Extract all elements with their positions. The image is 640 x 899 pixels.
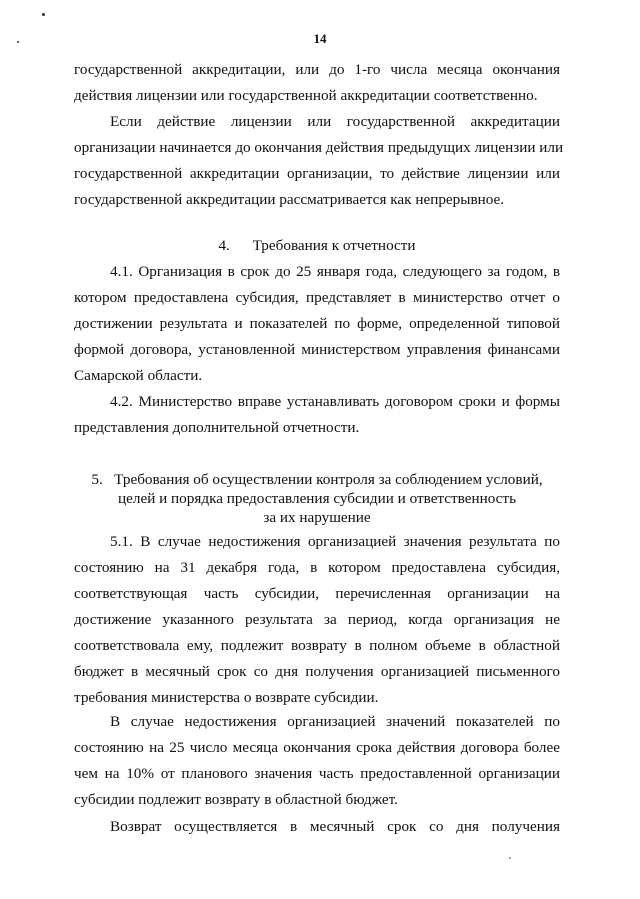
- scan-speck: [42, 13, 45, 16]
- text-line: чем на 10% от планового значения часть предоставленной организации: [74, 765, 560, 782]
- text-line: формой договора, установленной министерством управления финансами: [74, 341, 560, 358]
- text-line: котором предоставлена субсидия, представляет в министерство отчет о: [74, 289, 560, 306]
- text-line: 5.1. В случае недостижения организацией значения результата по: [110, 533, 560, 550]
- text-line: состоянию на 25 число месяца окончания срока действия договора более: [74, 739, 560, 756]
- text-line: государственной аккредитации, или до 1-го числа месяца окончания: [74, 61, 560, 78]
- section-5-heading: [74, 470, 560, 527]
- intro-paragraph-2: [74, 109, 564, 213]
- section-heading-line: 5. Требования об осуществлении контроля за соблюдением условий,: [91, 471, 543, 488]
- section-4-paragraph-1: [74, 259, 560, 389]
- text-line: действия лицензии или государственной аккредитации соответственно.: [74, 87, 538, 104]
- text-line: государственной аккредитации рассматривается как непрерывное.: [74, 191, 505, 208]
- section-5-paragraph-1: [74, 529, 560, 711]
- intro-paragraph-1: [74, 57, 560, 109]
- text-line: Если действие лицензии или государственной аккредитации: [110, 113, 560, 130]
- text-line: достижение указанного результата за период, когда организация не: [74, 611, 560, 628]
- text-line: требования министерства о возврате субсидии.: [74, 689, 379, 706]
- text-line: государственной аккредитации организации, то действие лицензии или: [74, 165, 560, 182]
- text-line: субсидии подлежит возврату в областной бюджет.: [74, 791, 398, 808]
- text-line: Самарской области.: [74, 367, 203, 384]
- section-5-paragraph-3: [74, 814, 560, 840]
- text-line: 4.1. Организация в срок до 25 января года, следующего за годом, в: [110, 263, 560, 280]
- scan-speck: [509, 857, 511, 859]
- page-number: 14: [313, 31, 327, 46]
- section-heading: 4. Требования к отчетности: [218, 237, 416, 254]
- section-5-paragraph-2: [74, 709, 560, 813]
- text-line: достижении результата и показателей по форме, определенной типовой: [74, 315, 560, 332]
- text-line: соответствовала ему, подлежит возврату в полном объеме в областной: [74, 637, 560, 654]
- text-line: Возврат осуществляется в месячный срок со дня получения: [110, 818, 560, 835]
- text-line: состоянию на 31 декабря года, в котором предоставлена субсидия,: [74, 559, 560, 576]
- section-heading-line: за их нарушение: [263, 509, 371, 526]
- text-line: бюджет в месячный срок со дня получения организацией письменного: [74, 663, 560, 680]
- text-line: представления дополнительной отчетности.: [74, 419, 360, 436]
- section-4-paragraph-2: [74, 389, 560, 441]
- text-line: соответствующая часть субсидии, перечисленная организации на: [74, 585, 560, 602]
- text-line: 4.2. Министерство вправе устанавливать договором сроки и формы: [110, 393, 560, 410]
- section-4-heading: [74, 233, 560, 259]
- text-line: организации начинается до окончания действия предыдущих лицензии или: [74, 139, 564, 156]
- text-line: В случае недостижения организацией значений показателей по: [110, 713, 560, 730]
- section-heading-line: целей и порядка предоставления субсидии и ответственность: [118, 490, 516, 507]
